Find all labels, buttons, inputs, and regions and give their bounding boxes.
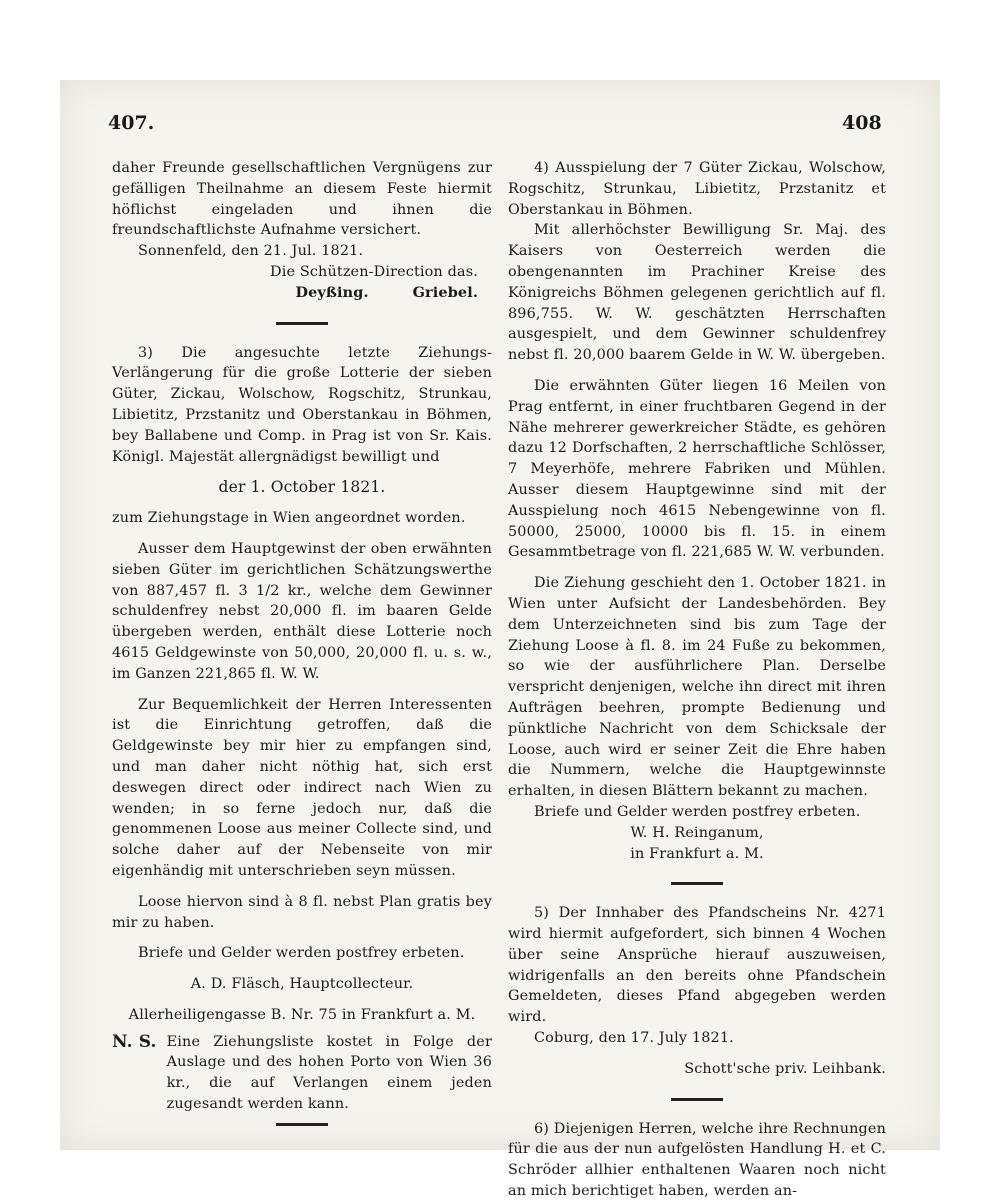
right-column [508, 158, 886, 1202]
item3-paragraph-4: Briefe und Gelder werden postfrey erbeten. [138, 945, 465, 962]
item3-signature: A. D. Fläsch, Hauptcollecteur. [190, 976, 414, 993]
section-divider [671, 1098, 723, 1101]
item6-text: 6) Diejenigen Herren, welche ihre Rechnungen für die aus der nun aufgelösten Handlung H. et C. Schröder allhier enthaltenen Waaren noch nicht an mich berichtiget haben, werden an- [508, 1120, 886, 1200]
signatures [112, 283, 492, 304]
section-divider [276, 322, 328, 325]
item5-signature: Schott'sche priv. Leihbank. [684, 1060, 886, 1077]
item3-address: Allerheiligengasse B. Nr. 75 in Frankfurt a. M. [128, 1006, 476, 1023]
signatory-2: Griebel. [412, 283, 478, 301]
item3-paragraph-2: Zur Bequemlichkeit der Herren Interessenten ist die Einrichtung getroffen, daß die Geldgewinste bey mir hier zu empfangen sind, und man daher nicht nöthig hat, sich erst deswegen direct oder indirect nach Wien zu wenden; in so ferne jedoch nur, daß die genommenen Loose aus meiner Collecte sind, und solche daher auf der Nebenseite von mir eigenhändig mit unterschrieben seyn müssen. [112, 696, 492, 879]
item3-draw: zum Ziehungstage in Wien angeordnet worden. [112, 510, 466, 527]
nota-bene-text: Eine Ziehungsliste kostet in Folge der Auslage und des hohen Porto von Wien 36 kr., die auf Verlangen einem jeden zugesandt werden kann. [166, 1033, 492, 1113]
item4-place: in Frankfurt a. M. [630, 845, 764, 862]
item5-date: Coburg, den 17. July 1821. [534, 1030, 734, 1047]
item4-paragraph-2: Die erwähnten Güter liegen 16 Meilen von Prag entfernt, in einer fruchtbaren Gegend in der Nähe mehrerer gewerkreicher Städte, es gehören dazu 12 Dorfschaften, 2 herrschaftliche Schlösser, 7 Meyerhöfe, mehrere Fabriken und Mühlen. Ausser diesem Hauptgewinne sind mit der Ausspielung noch 4615 Nebengewinne von fl. 50000, 25000, 10000 bis fl. 15. in einem Gesammtbetrage von fl. 221,685 W. W. verbunden. [508, 377, 886, 561]
dateline: Sonnenfeld, den 21. Jul. 1821. [138, 243, 364, 260]
item4-paragraph-1: Mit allerhöchster Bewilligung Sr. Maj. des Kaisers von Oesterreich werden die obengenannten im Prachiner Kreise des Königreichs Böhmen gelegenen gerichtlich auf fl. 896,755. W. W. geschätzten Herrschaften ausgespielt, und dem Gewinner schuldenfrey nebst fl. 20,000 baarem Gelde in W. W. übergeben. [508, 222, 886, 364]
page-number-left: 407. [108, 112, 155, 134]
nota-bene [112, 1032, 492, 1115]
item4-paragraph-4: Briefe und Gelder werden postfrey erbeten. [534, 803, 861, 820]
nota-bene-label: N. S. [112, 1031, 157, 1052]
section-divider-bottom [276, 1123, 328, 1126]
item4-heading: 4) Ausspielung der 7 Güter Zickau, Wolschow, Rogschitz, Strunkau, Libietitz, Przstanitz et Oberstankau in Böhmen. [508, 160, 886, 218]
item4-signature: W. H. Reinganum, [630, 824, 764, 841]
signatory-1: Deyßing. [295, 283, 369, 301]
directorate: Die Schützen-Direction das. [270, 263, 478, 280]
item3-paragraph-1: Ausser dem Hauptgewinst der oben erwähnten sieben Güter im gerichtlichen Schätzungswerthe von 887,457 fl. 3 1/2 kr., welche dem Gewinner schuldenfrey nebst 20,000 fl. im baaren Gelde übergeben werden, enthält diese Lotterie noch 4615 Geldgewinste von 50,000, 20,000 fl. u. s. w., im Ganzen 221,865 fl. W. W. [112, 540, 492, 682]
left-column [112, 158, 492, 1126]
item3-heading: 3) Die angesuchte letzte Ziehungs-Verlängerung für die große Lotterie der sieben Güter, Zickau, Wolschow, Rogschitz, Strunkau, Libietitz, Przstanitz und Oberstankau in Böhmen, bey Ballabene und Comp. in Prag ist von Sr. Kais. Königl. Majestät allergnädigst bewilligt und [112, 344, 492, 465]
item5-text: 5) Der Innhaber des Pfandscheins Nr. 4271 wird hiermit aufgefordert, sich binnen 4 Wochen über seine Ansprüche hierauf auszuweisen, widrigenfalls an den bereits ohne Pfandschein Gemeldeten, dieses Pfand abgegeben werden wird. [508, 905, 886, 1026]
page-number-right: 408 [842, 112, 882, 134]
item3-paragraph-3: Loose hiervon sind à 8 fl. nebst Plan gratis bey mir zu haben. [112, 893, 492, 931]
item4-paragraph-3: Die Ziehung geschieht den 1. October 1821. in Wien unter Aufsicht der Landesbehörden. Bey dem Unterzeichneten sind bis zum Tage der Ziehung Loose à fl. 8. im 24 Fuße zu bekommen, so wie der ausführlichere Plan. Derselbe verspricht denjenigen, welche ihn direct mit ihren Aufträgen beehren, prompte Bedienung und pünktliche Nachricht von dem Schicksale der Loose, auch wird er seiner Zeit die Ehre haben die Nummern, welche die Hauptgewinnste erhalten, in diesen Blättern bekannt zu machen. [508, 575, 886, 800]
intro-paragraph: daher Freunde gesellschaftlichen Vergnügens zur gefälligen Theilnahme an diesem Feste hiermit höflichst eingeladen und ihnen die freundschaftlichste Aufnahme versichert. [112, 160, 492, 239]
item3-date: der 1. October 1821. [218, 478, 386, 497]
section-divider [671, 882, 723, 885]
